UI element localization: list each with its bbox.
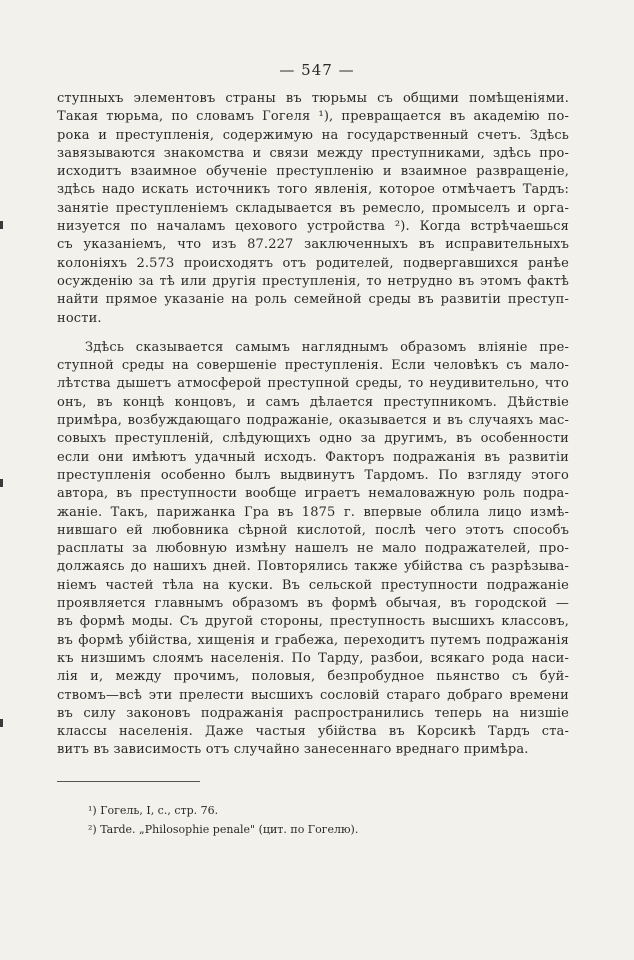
- paragraph: [57, 90, 569, 328]
- text-line: расплаты за любовную измѣну нашелъ не мало подражателей, про-: [57, 541, 569, 557]
- text-line: съ указаніемъ, что изъ 87.227 заключенныхъ въ исправительныхъ: [57, 237, 569, 253]
- text-line: въ формѣ моды. Съ другой стороны, преступность высшихъ классовъ,: [57, 614, 569, 630]
- text-line: витъ въ зависимость отъ случайно занесеннаго вреднаго примѣра.: [57, 742, 529, 758]
- text-line: должаясь до нашихъ дней. Повторялись также убійства съ разрѣзыва-: [57, 559, 569, 575]
- text-line: Такая тюрьма, по словамъ Гогеля ¹), превращается въ академію по-: [57, 109, 569, 125]
- text-line: исходитъ взаимное обученіе преступленію и взаимное развращеніе,: [57, 164, 569, 180]
- paragraph: [57, 339, 569, 760]
- text-line: колоніяхъ 2.573 происходятъ отъ родителей, подвергавшихся ранѣе: [57, 255, 569, 271]
- margin-mark: [0, 479, 3, 487]
- margin-mark: [0, 221, 3, 229]
- text-line: низуется по началамъ цехового устройства ²). Когда встрѣчаешься: [57, 219, 569, 235]
- text-line: онъ, въ концѣ концовъ, и самъ дѣлается преступникомъ. Дѣйствіе: [57, 394, 569, 410]
- text-line: ступной среды на совершеніе преступленія. Если человѣкъ съ мало-: [57, 358, 569, 374]
- body-text: [57, 90, 569, 760]
- page-number: — 547 —: [279, 61, 355, 79]
- text-line: совыхъ преступленій, слѣдующихъ одно за другимъ, въ особенности: [57, 431, 569, 447]
- text-line: автора, въ преступности вообще играетъ немаловажную роль подра-: [57, 486, 569, 502]
- text-line: нившаго ей любовника сѣрной кислотой, послѣ чего этотъ способъ: [57, 522, 569, 538]
- text-line: лія и, между прочимъ, половыя, безпробудное пьянство съ буй-: [57, 669, 569, 685]
- text-line: рока и преступленія, содержимую на государственный счетъ. Здѣсь: [57, 127, 569, 143]
- text-line: жаніе. Такъ, парижанка Гра въ 1875 г. впервые облила лицо измѣ-: [57, 504, 569, 520]
- text-line: здѣсь надо искать источникъ того явленія, которое отмѣчаетъ Тардъ:: [57, 182, 569, 198]
- text-line: завязываются знакомства и связи между преступниками, здѣсь про-: [57, 145, 569, 161]
- paragraph-gap: [57, 328, 569, 339]
- text-line: если они имѣютъ удачный исходъ. Факторъ подражанія въ развитіи: [57, 449, 569, 465]
- text-line: осужденію за тѣ или другія преступленія, то нетрудно въ этомъ фактѣ: [57, 273, 569, 289]
- text-line: ніемъ частей тѣла на куски. Въ сельской преступности подражаніе: [57, 577, 569, 593]
- text-line: Здѣсь сказывается самымъ нагляднымъ образомъ вліяніе пре-: [85, 339, 569, 355]
- footnote-1: ¹) Гогель, I, с., стр. 76.: [88, 804, 219, 817]
- text-line: ствомъ—всѣ эти прелести высшихъ сословій стараго добраго времени: [57, 687, 569, 703]
- text-line: примѣра, возбуждающаго подражаніе, оказывается и въ случаяхъ мас-: [57, 413, 569, 429]
- text-line: лѣтства дышетъ атмосферой преступной среды, то неудивительно, что: [57, 376, 569, 392]
- text-line: проявляется главнымъ образомъ въ формѣ обычая, въ городской —: [57, 596, 569, 612]
- text-line: ступныхъ элементовъ страны въ тюрьмы съ общими помѣщеніями.: [57, 91, 569, 106]
- text-line: занятіе преступленіемъ складывается въ ремесло, промыселъ и орга-: [57, 200, 569, 216]
- text-line: преступленія особенно былъ выдвинутъ Тардомъ. По взгляду этого: [57, 467, 569, 483]
- margin-mark: [0, 719, 3, 727]
- text-line: классы населенія. Даже частыя убійства въ Корсикѣ Тардъ ста-: [57, 724, 569, 740]
- footnotes: [88, 801, 558, 839]
- footnote-divider: [57, 781, 200, 782]
- text-line: въ силу законовъ подражанія распространились теперь на низшіе: [57, 705, 569, 721]
- text-line: ности.: [57, 310, 102, 326]
- footnote-2: ²) Tarde. „Philosophie penale" (цит. по Гогелю).: [88, 823, 359, 836]
- text-line: въ формѣ убійства, хищенія и грабежа, переходитъ путемъ подражанія: [57, 632, 569, 648]
- text-line: къ низшимъ слоямъ населенія. По Тарду, разбои, всякаго рода наси-: [57, 650, 569, 666]
- text-line: найти прямое указаніе на роль семейной среды въ развитіи преступ-: [57, 292, 569, 308]
